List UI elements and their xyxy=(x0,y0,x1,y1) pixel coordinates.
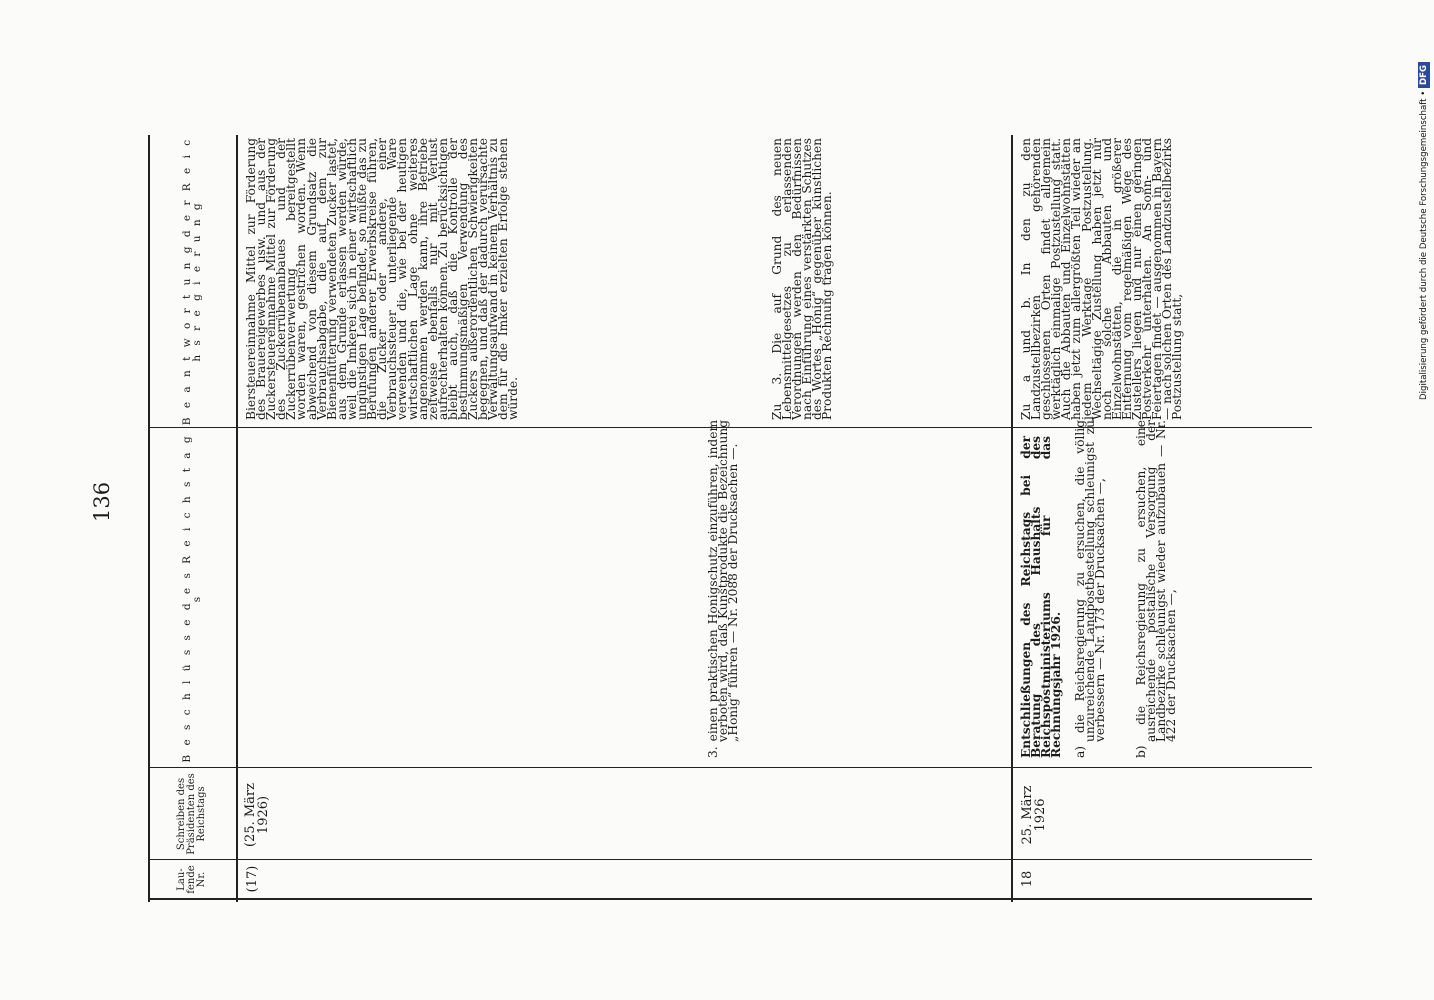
credit-text: Digitalisierung gefördert durch die Deutsche Forschungsgemeinschaft • xyxy=(1419,90,1429,400)
dfg-logo: DFG xyxy=(1418,62,1430,88)
row-separator xyxy=(1011,135,1013,902)
page-number: 136 xyxy=(90,481,114,522)
header-beschluesse: B e s c h l ü s s e d e s R e i c h s t a g s xyxy=(181,433,203,763)
table-left-rule xyxy=(148,898,1312,900)
row-18-beschluss-item-b: b) die Reichsregierung zu ersuchen, eine ausreichende postalische Versorgung der Landbezirke schleunigst wieder aufzubauen — Nr. 422 der Drucksachen —, xyxy=(1134,420,1179,758)
row-18-beschluss-title: Entschließungen des Reichstags bei der Beratung des Haushalts des Reichspostministeriums für das Rechnungsjahr 1926. xyxy=(1019,436,1064,758)
header-schreiben: Schreiben des Präsidenten des Reichstags xyxy=(176,773,207,855)
header-bottom-rule xyxy=(236,135,238,902)
row-17-antwort-p2: Zu 3. Die auf Grund des neuen Lebensmittelgesetzes zu erlassenden Verordnungen werden den Bedürfnissen nach Einführung eines verstärkten Schutzes des Wortes „Honig“ gegenüber künstlichen Produkten Rechnung tragen können. xyxy=(770,138,835,420)
row-18-date: 25. März 1926 xyxy=(1020,785,1048,845)
row-17-nr: (17) xyxy=(245,865,260,893)
row-17-beschluss-item: 3. einen praktischen Honigschutz einzuführen, indem verboten wird, daß Kunstprodukte die Bezeichnung „Honig“ führen — Nr. 2088 der Drucksachen —. xyxy=(706,420,741,758)
col-rule-schreiben xyxy=(148,767,1312,768)
row-18-antwort: Zu a und b. In den zu den Landzustellbezirken gehörenden geschlossenen Orten findet allgemein werktäglich einmalige Postzustellung statt. Auch die Abbauten und Einzelwohnstätten haben jetzt zum allergrößten Teil wieder an jedem Werktage Postzustellung. Wechseltägige Zustellung haben jetzt nur noch solche Abbauten und Einzelwohnstätten, die in größerer Entfernung vom regelmäßigen Wege des Zustellers liegen und nur einen geringen Postverkehr unterhalten. An Sonn- und Feiertagen findet — ausgenommen in Bayern — nach solchen Orten des Landzustellbezirks Postzustellung statt, xyxy=(1019,138,1185,420)
row-17-antwort-p1: Biersteuereinnahme Mittel zur Förderung des Brauereigewerbes usw. und aus der Zuckersteuereinnahme Mittel zur Förderung des Zuckerrübenanbaues und der Zuckerrübenverwertung bereitgestellt worden waren, gestrichen worden. Wenn abweichend von diesem Grundsatz die Verbrauchsabgabe, die auf dem zur Bienenfütterung verwendeten Zucker lastet, aus dem Grunde erlassen werden würde, weil die Imkerei sich in einer wirtschaftlich ungünstigen Lage befindet, so müßte das zu Berufungen anderer Erwerbskreise führen, die Zucker oder andere, einer Verbrauchssteuer unterliegende Ware verwenden und die, wie bei der heutigen wirtschaftlichen Lage ohne weiteres angenommen werden kann, ihre Betriebe zeitweise ebenfalls nur mit Verlust aufrechterhalten können. Zu berücksichtigen bleibt auch, daß die Kontrolle der bestimmungsmäßigen Verwendung des Zuckers außerordentlichen Schwierigkeiten begegnen, und daß der dadurch verursachte Verwaltungsaufwand in keinem Verhältnis zu dem für die Imker erzielten Erfolge stehen würde. xyxy=(244,138,521,420)
row-17-date: (25. März 1926) xyxy=(243,783,271,848)
col-rule-nr xyxy=(148,859,1312,860)
digitization-credit xyxy=(1419,62,1429,400)
row-18-beschluss-item-a: a) die Reichsregierung zu ersuchen, die völlig unzureichende Landpostbestellung schleunigst zu verbessern — Nr. 173 der Drucksachen —, xyxy=(1073,420,1108,758)
row-18-nr: 18 xyxy=(1020,870,1035,888)
header-nr: Lau- fende Nr. xyxy=(176,865,207,894)
header-beantwortung: B e a n t w o r t u n g d e r R e i c h s r e g i e r u n g xyxy=(181,136,203,426)
